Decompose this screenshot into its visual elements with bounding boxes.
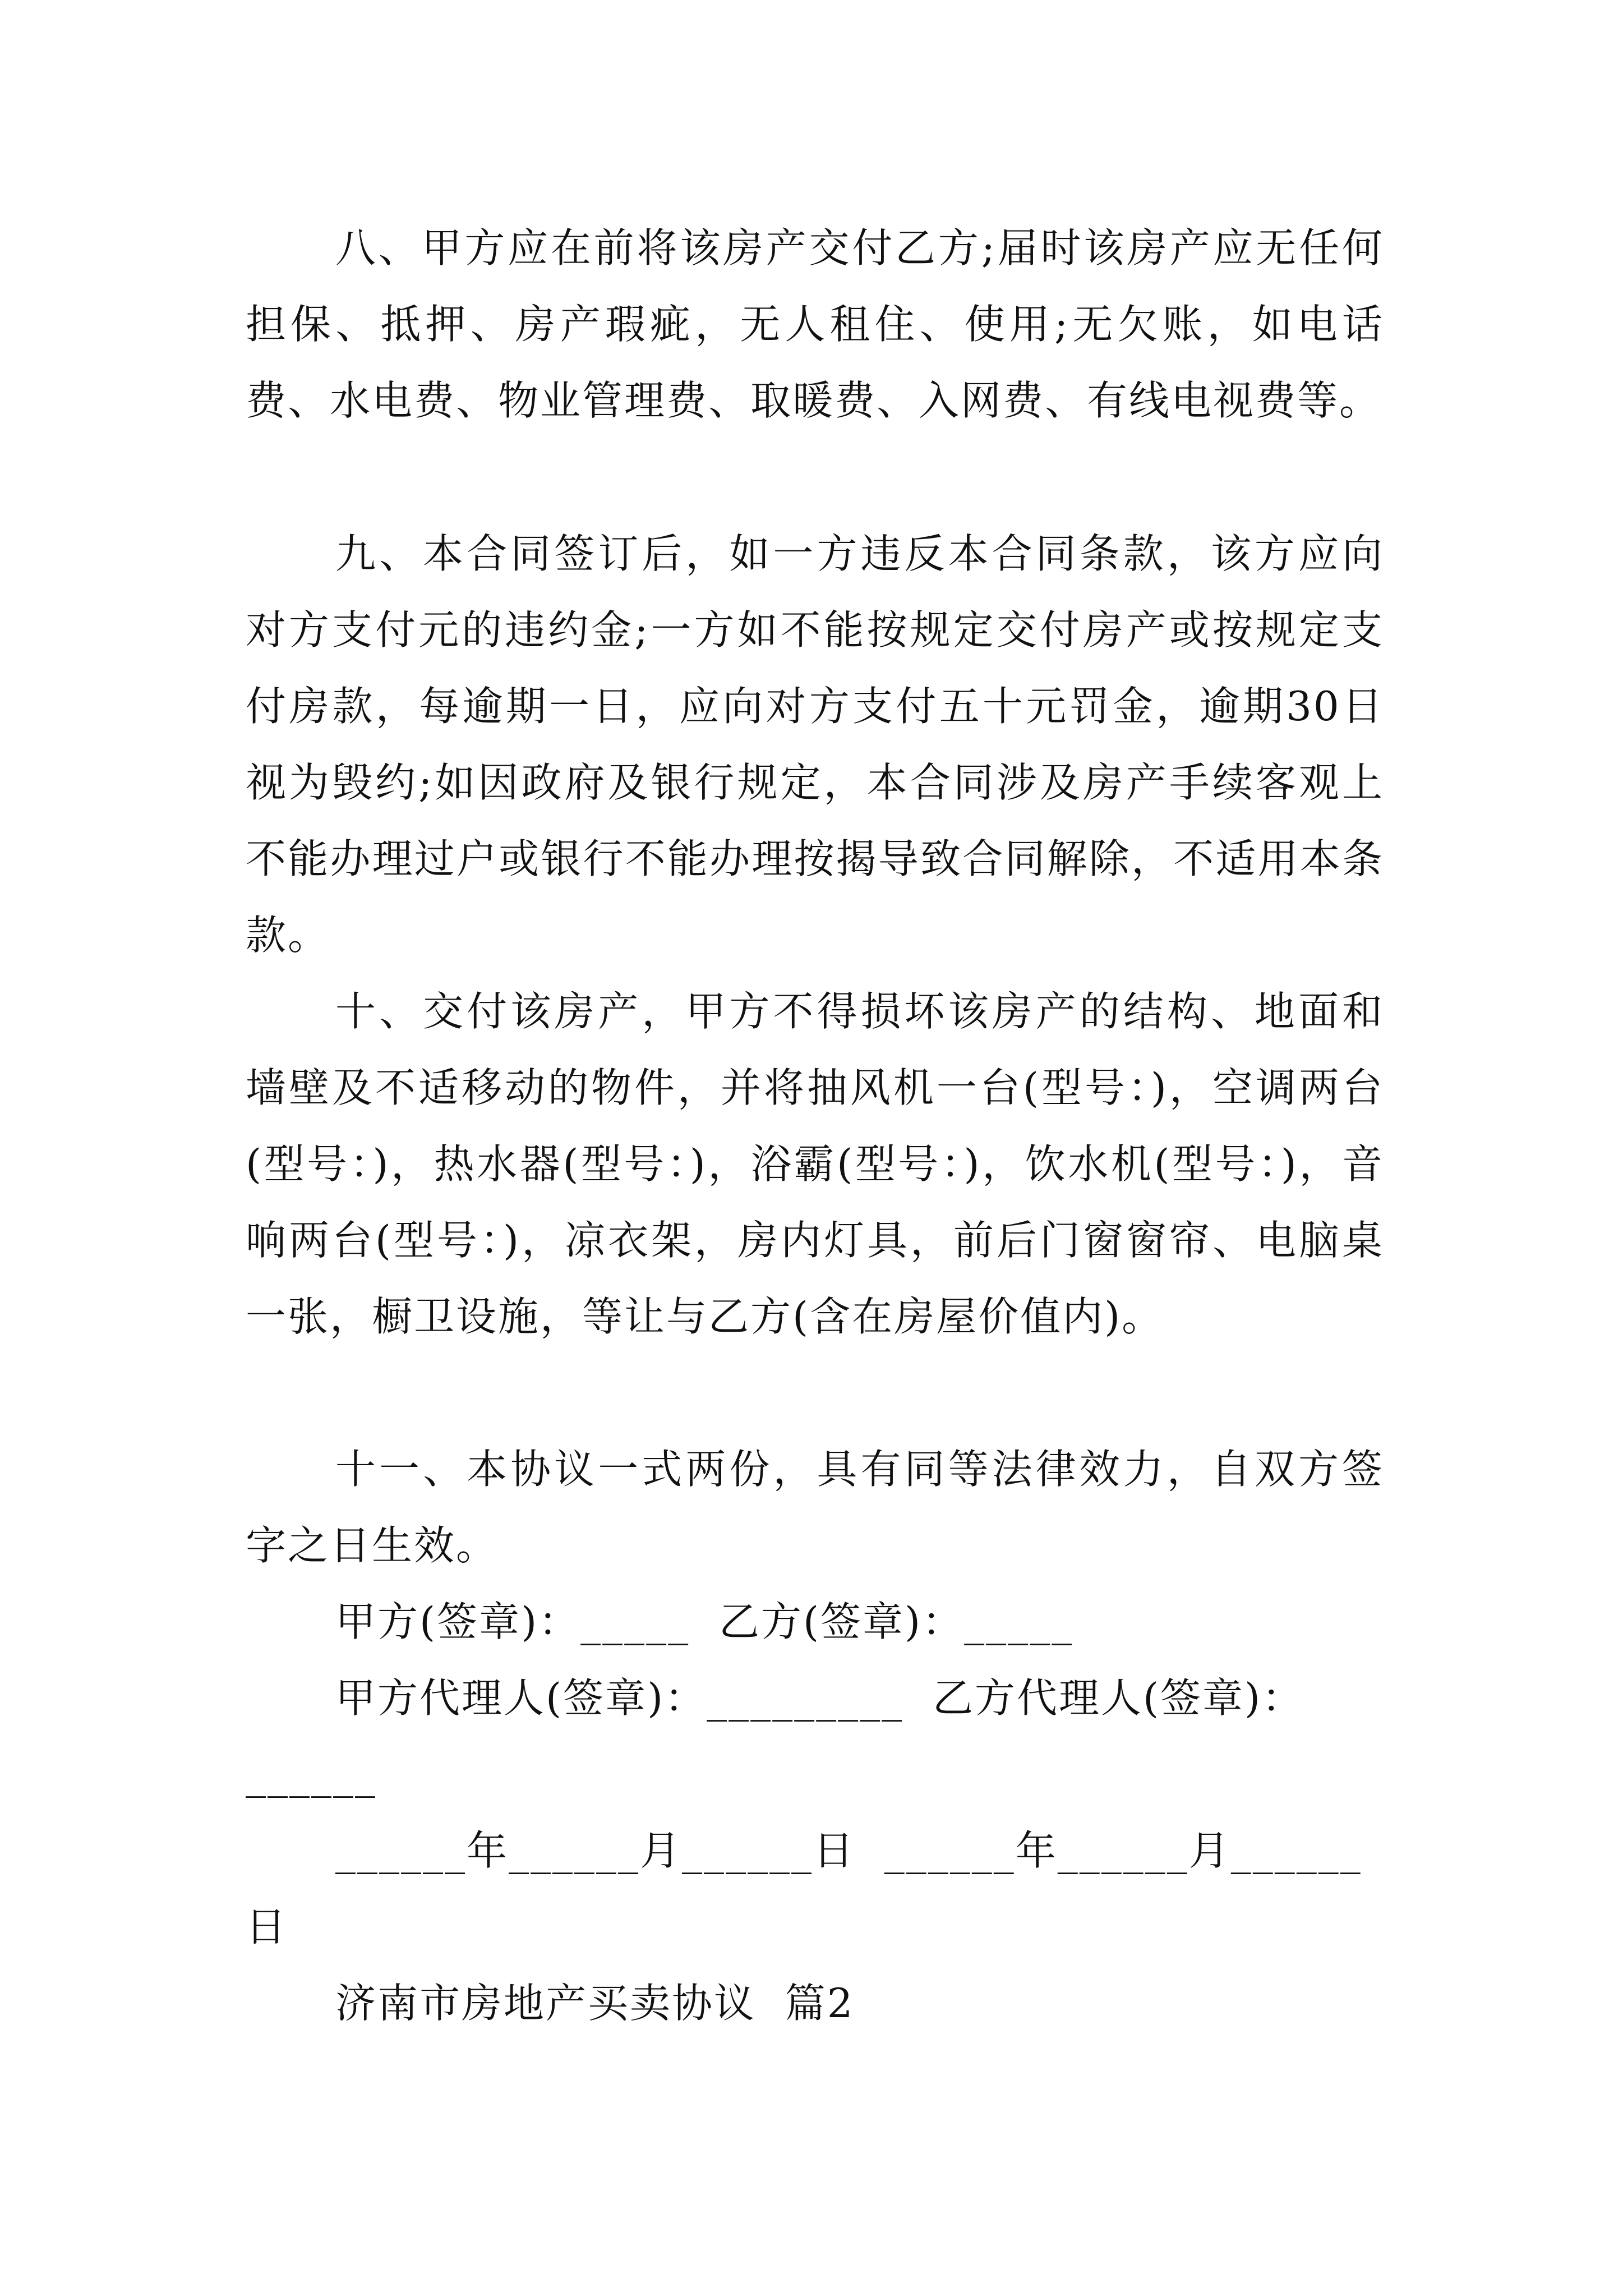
clause-8-text: 八、甲方应在前将该房产交付乙方;届时该房产应无任何担保、抵押、房产瑕疵，无人租住、使用;无欠账，如电话费、水电费、物业管理费、取暖费、入网费、有线电视费等。 bbox=[246, 224, 1384, 424]
date-line-cont: 日 bbox=[246, 1903, 288, 1950]
signature-line-parties: 甲方(签章)：_____ 乙方(签章)：_____ bbox=[335, 1598, 1074, 1645]
clause-8 bbox=[246, 210, 1384, 439]
signature-line-agents: 甲方代理人(签章)：_________ 乙方代理人(签章)： bbox=[335, 1674, 1304, 1722]
date-line: ______年______月______日 ______年______月______ bbox=[335, 1827, 1362, 1874]
clause-9-text: 九、本合同签订后，如一方违反本合同条款，该方应向对方支付元的违约金;一方如不能按规定交付房产或按规定支付房款，每逾期一日，应向对方支付五十元罚金，逾期30日视为毁约;如因政府及银行规定，本合同涉及房产手续客观上不能办理过户或银行不能办理按揭导致合同解除，不适用本条款。 bbox=[246, 530, 1384, 959]
clause-11 bbox=[246, 1431, 1384, 1584]
clause-10 bbox=[246, 973, 1384, 1355]
section-heading: 济南市房地产买卖协议 篇2 bbox=[335, 1980, 855, 2027]
clause-10-text: 十、交付该房产，甲方不得损坏该房产的结构、地面和墙壁及不适移动的物件，并将抽风机一台(型号：)，空调两台(型号：)，热水器(型号：)，浴霸(型号：)，饮水机(型号：)，音响两台(型号：)，凉衣架，房内灯具，前后门窗窗帘、电脑桌一张，橱卫设施，等让与乙方(含在房屋价值内)。 bbox=[246, 988, 1384, 1340]
clause-9 bbox=[246, 516, 1384, 973]
clause-11-text: 十一、本协议一式两份，具有同等法律效力，自双方签字之日生效。 bbox=[246, 1446, 1384, 1569]
signature-line-agents-cont: ______ bbox=[246, 1751, 377, 1798]
